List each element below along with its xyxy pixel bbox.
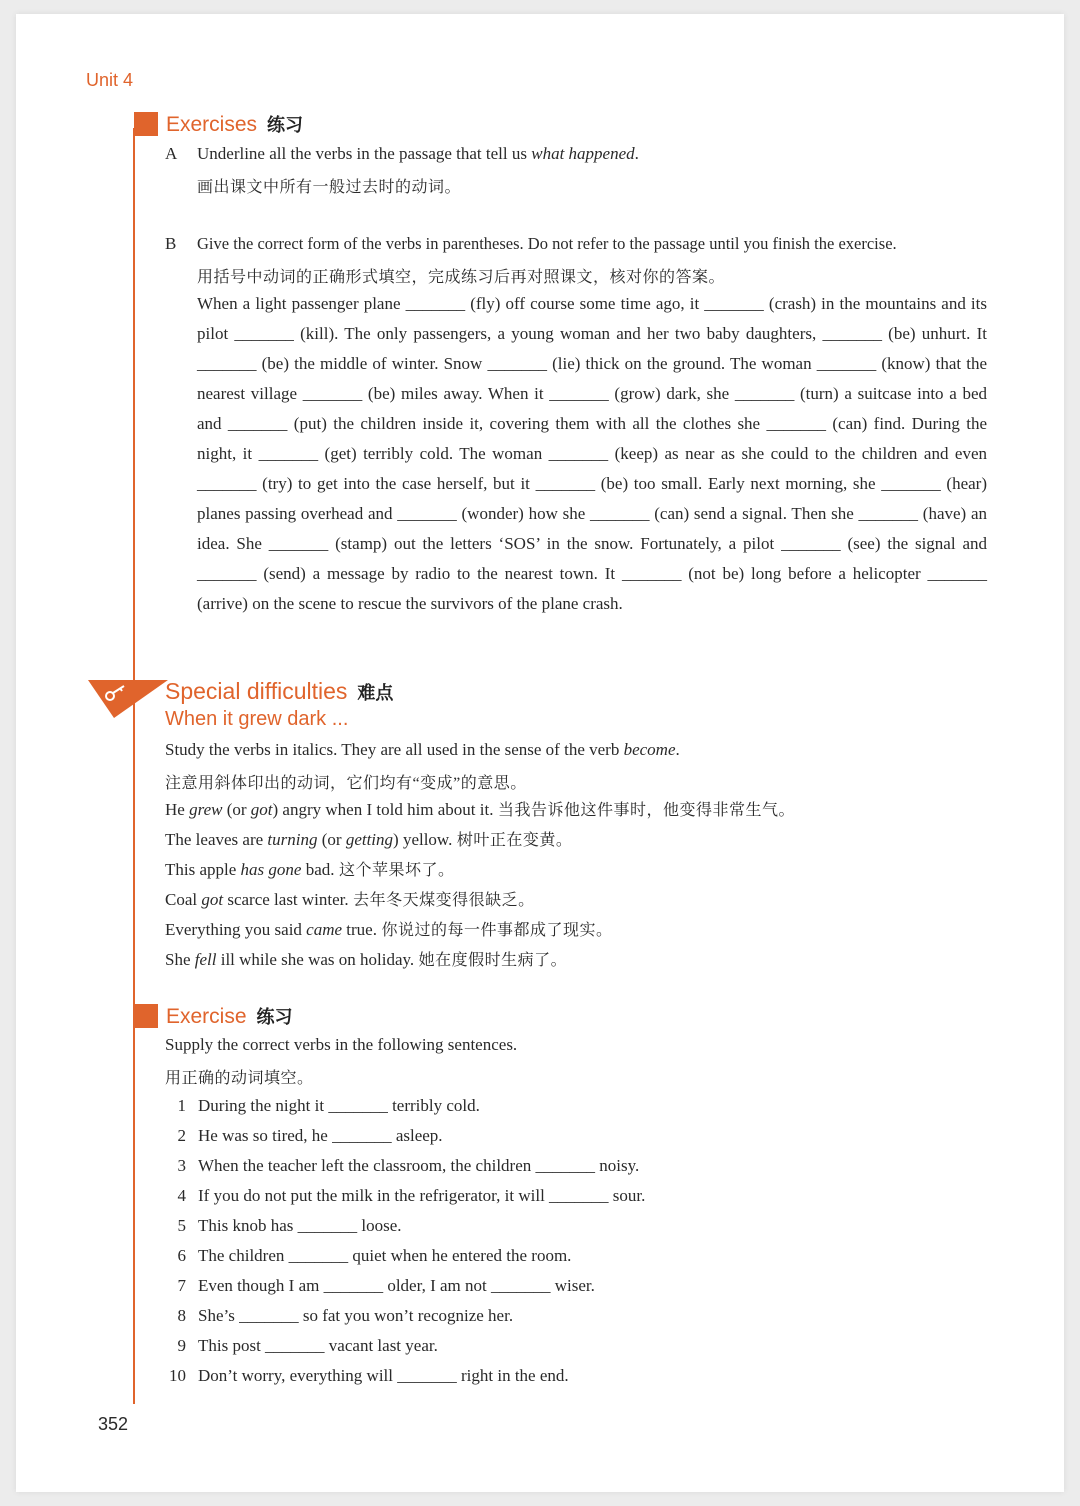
page-number: 352 [98, 1414, 129, 1434]
example-cn: 当我告诉他这件事时，他变得非常生气。 [493, 802, 795, 819]
example-text: She [165, 950, 195, 969]
example-italic: turning [267, 830, 318, 849]
section-marker [134, 1004, 158, 1028]
item-sentence: This knob has _______ loose. [198, 1216, 402, 1235]
textbook-page [16, 14, 1064, 1492]
item-number: 2 [177, 1126, 186, 1145]
exercises-heading [166, 111, 303, 137]
exercise2-title-cn: 练习 [256, 1007, 293, 1027]
example-line [165, 800, 795, 821]
item-number: 7 [177, 1276, 186, 1295]
item-number: 1 [177, 1096, 186, 1115]
margin-rule [133, 128, 135, 1404]
example-line [165, 860, 455, 881]
special-intro-text: Study the verbs in italics. They are all used in the sense of the verb [165, 740, 624, 759]
exercise-a-italic: what happened [531, 144, 635, 163]
item-sentence: Even though I am _______ older, I am not _______ wiser. [198, 1276, 595, 1295]
example-text: This apple [165, 860, 241, 879]
special-title-cn: 难点 [357, 683, 394, 703]
example-text: Everything you said [165, 920, 307, 939]
example-cn: 这个苹果坏了。 [334, 862, 455, 879]
item-number: 6 [177, 1246, 186, 1265]
special-heading [165, 678, 393, 705]
example-text: ) yellow. [393, 830, 453, 849]
special-subtitle: When it grew dark ... [165, 708, 349, 730]
item-sentence: He was so tired, he _______ asleep. [198, 1126, 443, 1145]
item-sentence: If you do not put the milk in the refrigerator, it will _______ sour. [198, 1186, 646, 1205]
item-number: 8 [177, 1306, 186, 1325]
exercise2-heading [166, 1003, 293, 1029]
exercise-b-instruction: Give the correct form of the verbs in parentheses. Do not refer to the passage until you finish the exercise. [197, 234, 897, 253]
unit-label: Unit 4 [86, 70, 134, 90]
exercise2-cn: 用正确的动词填空。 [165, 1070, 314, 1087]
exercise-b-label: B [165, 234, 177, 253]
item-sentence: During the night it _______ terribly cold. [198, 1096, 480, 1115]
exercise2-title: Exercise [166, 1005, 247, 1028]
item-sentence: The children _______ quiet when he entered the room. [198, 1246, 572, 1265]
example-text: He [165, 800, 190, 819]
item-number: 3 [177, 1156, 186, 1175]
example-italic: grew [189, 800, 223, 819]
example-italic: got [201, 890, 224, 909]
example-line [165, 950, 567, 971]
example-text: ill while she was on holiday. [216, 950, 415, 969]
example-text: Coal [165, 890, 202, 909]
item-sentence: Don’t worry, everything will _______ right in the end. [198, 1366, 569, 1385]
item-number: 5 [177, 1216, 186, 1235]
example-text: true. [342, 920, 377, 939]
special-intro-cn: 注意用斜体印出的动词，它们均有“变成”的意思。 [165, 775, 527, 792]
exercise-a-cn: 画出课文中所有一般过去时的动词。 [197, 179, 462, 196]
example-line [165, 830, 572, 851]
example-text: (or [317, 830, 346, 849]
item-number: 4 [177, 1186, 186, 1205]
item-sentence: She’s _______ so fat you won’t recognize her. [198, 1306, 514, 1325]
example-text: scarce last winter. [223, 890, 349, 909]
example-text: ) angry when I told him about it. [272, 800, 494, 819]
example-cn: 她在度假时生病了。 [414, 952, 568, 969]
example-italic: getting [345, 830, 394, 849]
section-marker [134, 112, 158, 136]
example-italic: fell [194, 950, 217, 969]
exercise2-instruction: Supply the correct verbs in the following sentences. [165, 1035, 518, 1054]
special-intro-end: . [675, 740, 680, 759]
example-italic: got [250, 800, 273, 819]
special-intro [165, 740, 680, 760]
item-number: 9 [177, 1336, 186, 1355]
key-icon [88, 676, 168, 720]
example-cn: 你说过的每一件事都成了现实。 [376, 922, 613, 939]
exercise-a-instruction [197, 144, 639, 164]
item-sentence: This post _______ vacant last year. [198, 1336, 438, 1355]
exercise-a-end: . [634, 144, 639, 163]
example-cn: 树叶正在变黄。 [452, 832, 573, 849]
special-intro-italic: become [623, 740, 676, 759]
item-sentence: When the teacher left the classroom, the children _______ noisy. [198, 1156, 640, 1175]
special-title: Special difficulties [165, 678, 348, 704]
example-text: The leaves are [165, 830, 268, 849]
exercise-a-text: Underline all the verbs in the passage that tell us [197, 144, 532, 163]
exercise-b-passage: When a light passenger plane _______ (fly) off course some time ago, it _______ (crash) in the mountains and its pilot _______ (kill). The only passengers, a young woman and her two baby daughters, _______ (be) unhurt. It _______ (be) the middle of winter. Snow _______ (lie) thick on the ground. The woman _______ (know) that the nearest village _______ (be) miles away. When it _______ (grow) dark, she _______ (turn) a suitcase into a bed and _______ (put) the children inside it, covering them with all the clothes she _______ (can) find. During the night, it _______ (get) terribly cold. The woman _______ (keep) as near as she could to the children and even _______ (try) to get into the case herself, but it _______ (be) too small. Early next morning, she _______ (hear) planes passing overhead and _______ (wonder) how she _______ (can) send a signal. Then she _______ (have) an idea. She _______ (stamp) out the letters ‘SOS’ in the snow. Fortunately, a pilot _______ (see) the signal and _______ (send) a message by radio to the nearest town. It _______ (not be) long before a helicopter _______ (arrive) on the scene to rescue the survivors of the plane crash. [197, 294, 987, 613]
item-number: 10 [169, 1366, 186, 1385]
example-italic: came [306, 920, 343, 939]
example-cn: 去年冬天煤变得很缺乏。 [348, 892, 535, 909]
exercise-b-cn: 用括号中动词的正确形式填空，完成练习后再对照课文，核对你的答案。 [197, 269, 726, 286]
example-text: (or [222, 800, 251, 819]
exercises-title-cn: 练习 [267, 115, 304, 135]
example-text: bad. [301, 860, 335, 879]
example-italic: has gone [240, 860, 302, 879]
example-line [165, 890, 535, 911]
example-line [165, 920, 613, 941]
exercise-a-label: A [165, 144, 178, 163]
exercises-title: Exercises [166, 113, 258, 136]
